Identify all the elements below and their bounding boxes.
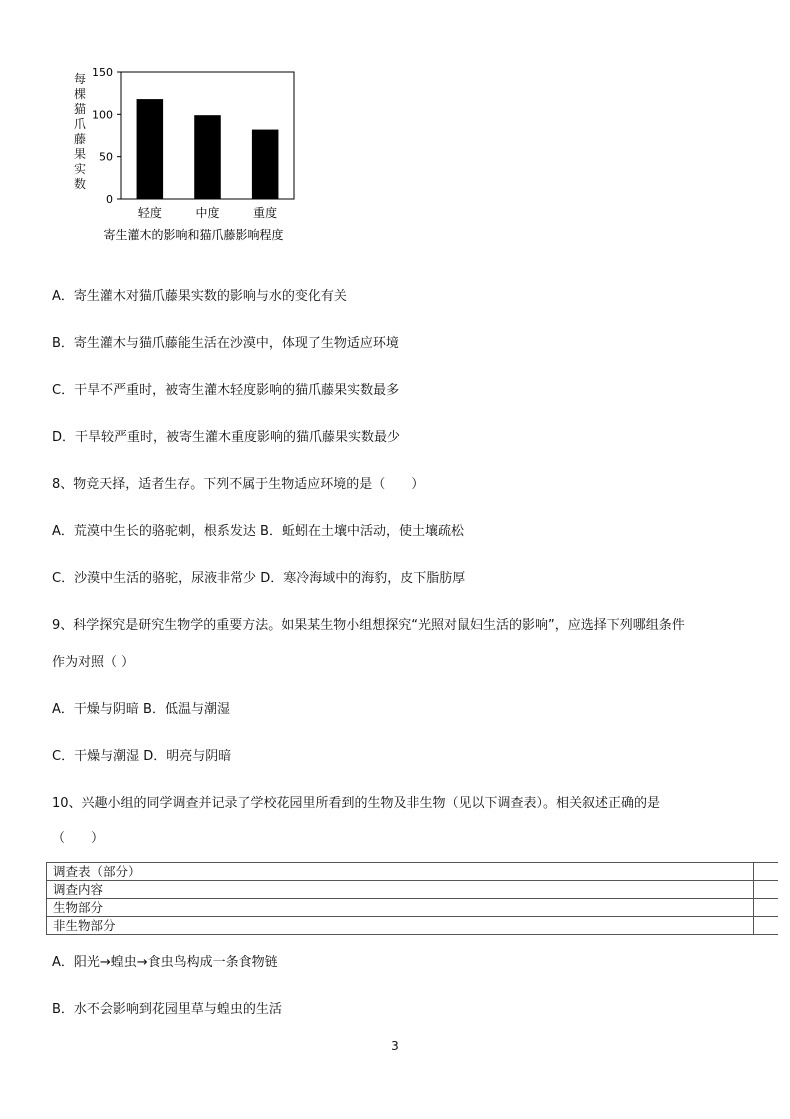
q8-stem: 8、物竞天择，适者生存。下列不属于生物适应环境的是（ ） — [52, 477, 425, 492]
y-axis-label-char: 猫 — [73, 102, 86, 116]
table-row — [47, 899, 779, 917]
q7-option-d: D．干旱较严重时，被寄生灌木重度影响的猫爪藤果实数最少 — [52, 430, 401, 445]
y-tick-label: 150 — [92, 66, 113, 79]
table-cell-empty — [754, 899, 779, 917]
q7-option-b: B．寄生灌木与猫爪藤能生活在沙漠中，体现了生物适应环境 — [52, 336, 399, 351]
y-axis-label-char: 果 — [73, 147, 86, 161]
table-cell: 调查表（部分） — [47, 863, 754, 881]
y-axis-label-char: 每 — [73, 72, 86, 86]
q10-stem-line2: （ ） — [52, 831, 105, 846]
q7-option-a: A．寄生灌木对猫爪藤果实数的影响与水的变化有关 — [52, 289, 347, 304]
q10-option-b: B．水不会影响到花园里草与蝗虫的生活 — [52, 1002, 282, 1017]
table-cell-empty — [754, 863, 779, 881]
y-axis-label-char: 数 — [73, 177, 86, 191]
q10-option-a: A．阳光→蝗虫→食虫鸟构成一条食物链 — [52, 955, 278, 970]
q9-stem-line2: 作为对照（ ） — [52, 655, 135, 670]
table-cell: 生物部分 — [47, 899, 754, 917]
table-row — [47, 917, 779, 935]
table-cell-empty — [754, 881, 779, 899]
y-axis-label-char: 棵 — [73, 87, 86, 101]
table-cell: 调查内容 — [47, 881, 754, 899]
y-axis-label-char: 藤 — [73, 132, 86, 146]
table-row — [47, 863, 779, 881]
x-tick-label: 中度 — [195, 206, 220, 220]
q9-options-ab: A．干燥与阴暗 B．低温与潮湿 — [52, 702, 230, 717]
q10-stem-line1: 10、兴趣小组的同学调查并记录了学校花园里所看到的生物及非生物（见以下调查表）。相关叙述正确的是 — [52, 796, 661, 811]
y-tick-label: 100 — [92, 108, 113, 122]
bar-轻度 — [137, 99, 164, 199]
table-row — [47, 881, 779, 899]
chart-canvas — [60, 62, 320, 252]
bar-重度 — [252, 130, 279, 199]
bar-chart — [60, 62, 320, 252]
q9-options-cd: C．干燥与潮湿 D．明亮与阴暗 — [52, 749, 232, 764]
q8-options-cd: C．沙漠中生活的骆驼，尿液非常少 D．寒冷海域中的海豹，皮下脂肪厚 — [52, 571, 466, 586]
q8-options-ab: A．荒漠中生长的骆驼刺，根系发达 B．蚯蚓在土壤中活动，使土壤疏松 — [52, 524, 464, 539]
q7-option-c: C．干旱不严重时，被寄生灌木轻度影响的猫爪藤果实数最多 — [52, 383, 400, 398]
table-cell-empty — [754, 917, 779, 935]
x-tick-label: 轻度 — [137, 206, 162, 220]
x-axis-title: 寄生灌木的影响和猫爪藤影响程度 — [103, 228, 284, 242]
y-tick-label: 0 — [106, 193, 113, 206]
y-axis-label-char: 实 — [73, 162, 86, 176]
bar-中度 — [194, 115, 221, 199]
q9-stem-line1: 9、科学探究是研究生物学的重要方法。如果某生物小组想探究“光照对鼠妇生活的影响”，应选择下列哪组条件 — [52, 618, 685, 633]
survey-table — [46, 862, 778, 935]
page-number: 3 — [391, 1039, 399, 1053]
x-tick-label: 重度 — [253, 206, 278, 220]
y-tick-label: 50 — [99, 150, 113, 164]
y-axis-label-char: 爪 — [73, 117, 86, 131]
table-cell: 非生物部分 — [47, 917, 754, 935]
